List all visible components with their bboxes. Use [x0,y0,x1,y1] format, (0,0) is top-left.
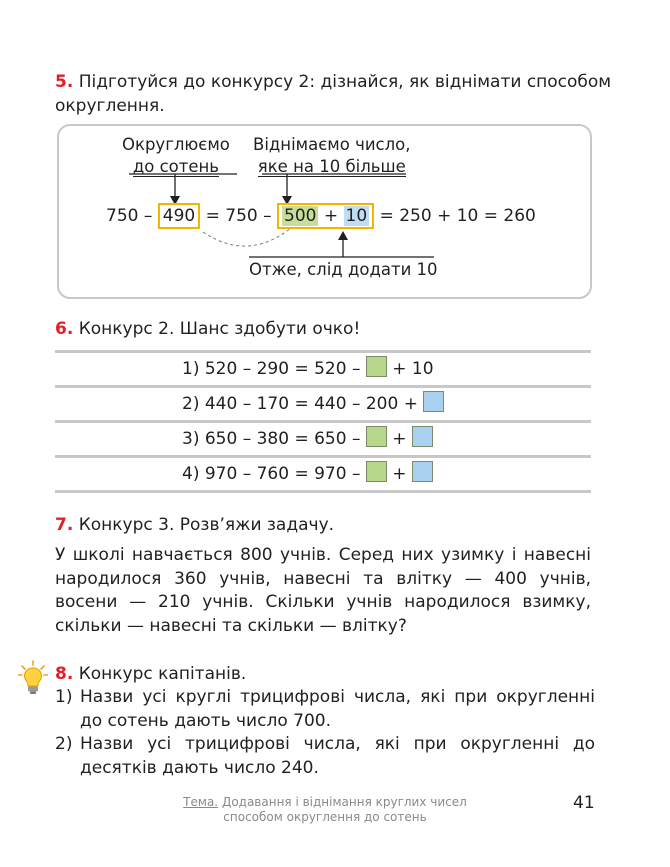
task6-table [55,350,591,493]
page-footer [160,795,490,825]
green-answer-square[interactable] [366,426,387,447]
task7-heading [55,515,334,535]
task7-number: 7. [55,515,74,535]
page-number: 41 [573,793,595,813]
row3-expression: 3) 650 – 380 = 650 – [182,429,361,449]
row4-expression: 4) 970 – 760 = 970 – [182,464,361,484]
green-answer-square[interactable] [366,461,387,482]
row1-expression: 1) 520 – 290 = 520 – [182,359,361,379]
annotation-mid-line1: Віднімаємо число, [253,135,411,154]
eq-part-b: 490 [162,206,196,226]
task6-title: Конкурс 2. Шанс здобути очко! [78,319,361,339]
task7-problem-text: У школі навчається 800 учнів. Серед них узимку і навесні народилося 360 учнів, навесні та влітку — 400 учнів, восени — 210 учнів. Скільки учнів народилося взимку, скільки — навесні та скільки — влітку? [55,545,591,636]
eq-rounded-box [158,203,200,229]
task8-title: Конкурс капітанів. [78,664,247,684]
table-row [55,385,591,420]
table-row [55,350,591,385]
blue-answer-square[interactable] [412,461,433,482]
annotation-bottom: Отже, слід додати 10 [249,260,438,279]
task5-text-line2: округлення. [55,96,165,116]
footer-label: Тема. [183,795,219,809]
task7-title: Конкурс 3. Розв’яжи задачу. [78,515,335,535]
footer-line2: способом округлення до сотень [223,810,427,824]
blue-answer-square[interactable] [423,391,444,412]
eq-part-g: = 250 + 10 = 260 [379,206,536,226]
task8-item1-number: 1) [55,687,73,707]
task5-number: 5. [55,72,74,92]
task5-text-line1: Підготуйся до конкурсу 2: дізнайся, як віднімати способом [78,72,612,92]
eq-part-c: = 750 – [205,206,272,226]
eq-part-d: 500 [284,206,317,226]
annotation-mid-line2: яке на 10 більше [257,157,406,176]
task8-item2-text: Назви усі трицифрові числа, які при округленні до десятків дають число 240. [80,734,595,778]
table-row [55,455,591,493]
task8-heading [55,664,246,684]
lightbulb-icon [18,660,48,696]
eq-part-a: 750 – [106,206,153,226]
example-arrows [0,0,670,300]
task6-heading [55,319,360,339]
task8-item1-text: Назви усі круглі трицифрові числа, які при округленні до сотень дають число 700. [80,687,595,731]
task6-number: 6. [55,319,74,339]
annotation-left-line1: Округлюємо [122,135,230,154]
list-item [55,733,595,780]
table-row [55,420,591,455]
task8-item2-number: 2) [55,734,73,754]
rounding-equation [106,203,536,229]
row1-tail: + 10 [392,359,434,379]
row4-plus: + [392,464,407,484]
eq-subtract-box [277,203,374,229]
task8-number: 8. [55,664,74,684]
eq-part-f: 10 [345,206,368,226]
row3-plus: + [392,429,407,449]
blue-answer-square[interactable] [412,426,433,447]
footer-line1: Додавання і віднімання круглих чисел [221,795,467,809]
green-answer-square[interactable] [366,356,387,377]
eq-part-e: + [323,206,339,226]
list-item [55,686,595,733]
annotation-left-line2: до сотень [132,157,220,176]
row2-expression: 2) 440 – 170 = 440 – 200 + [182,394,418,414]
